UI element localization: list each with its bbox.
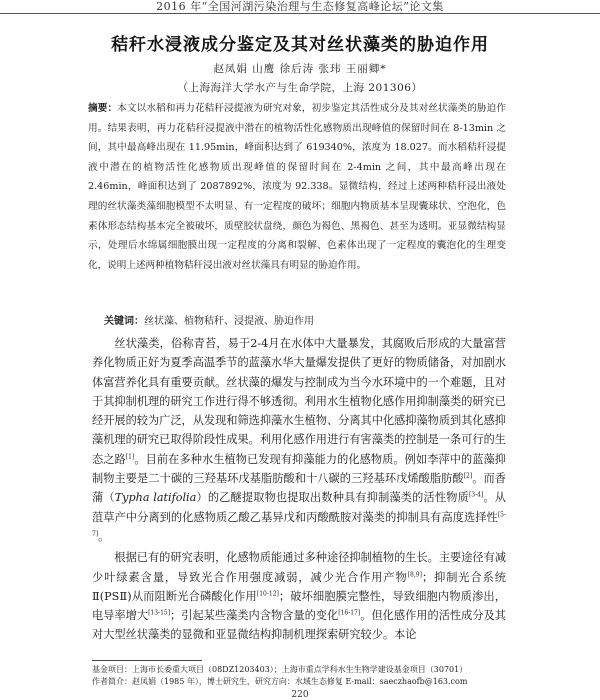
abstract-text: 本文以水稻和再力花秸秆浸提液为研究对象，初步鉴定其活性成分及其对丝状藻类的胁迫作用。结果表明，再力花秸秆浸提液中潜在的植物活性化感物质出现峰值的保留时间在 8-13min 之间，其中最高峰出现在 11.95min，峰面积达到了 619340%，浓度为 18.027。而水稻秸秆浸提液中潜在的植物活性化感物质出现峰值的保留时间在 2-4min 之间，其中最高峰出现在 2.46min，峰面积达到了 2087892%，浓度为 92.338。显微结构，经过上述两种秸秆浸出液处理的丝状藻类藻细胞模型不太明显、有一定程度的破坏；细胞内物质基本呈现囊球状、空泡化，色素体形态结构基本完全被破坏，质壁胶状盘绕，颜色为褐色、黑褐色、甚至为透明。亚显微结构显示，处理后水绵属细胞膜出现一定程度的分离和裂解、色素体出现了一定程度的囊泡化的生理变化，说明上述两种植物秸秆浸出液对丝状藻具有明显的胁迫作用。 [88,103,506,271]
author-list: 赵凤娟 山鹰 徐后涛 张玮 王丽卿* [213,63,387,75]
body-paragraph-2 [92,548,506,644]
body-paragraph-1 [92,334,506,546]
body-p1-s1: 丝状藻类，俗称青苔，易于2-4月在水体中大量暴发，其腐败后形成的大量富营养化物质正好为夏季高温季节的蓝藻水华大量爆发提供了更好的物质储备，对加剧水体富营养化具有重要贡献。丝状藻的爆发与控制成为当今水环境中的一个难题，且对于其抑制机理的研究工作进行得不够透彻。利用水生植物化感作用抑制藻类的研究已经开展的较为广泛，从发现和筛选抑藻水生植物、分离其中化感抑藻物质到其化感抑藻机理的研究已取得阶段性成果。利用化感作用进行有害藻类的控制是一条可行的生态之路 [92,337,506,466]
keywords-label: 关键词： [104,316,144,327]
footnote-author-bio: 作者简介：赵凤娟（1985 年），博士研究生，研究方向：水域生态修复 E-mail：saeczhaofb@163.com [92,676,468,686]
footnotes [92,664,512,687]
affiliation: （上海海洋大学水产与生命学院，上海 201306） [177,82,423,94]
body-p2-s2: ；抑制光合系统Ⅱ(PSⅡ)从而阻断光合磷酸化作用 [92,570,506,603]
abstract-label: 摘要： [88,103,118,114]
page-number: 220 [291,690,309,700]
citation: [1] [125,453,135,461]
footnote-divider [92,660,202,661]
paper-title: 秸秆水浸液成分鉴定及其对丝状藻类的胁迫作用 [111,35,489,55]
citation: [3-4] [468,491,484,499]
keywords [104,315,504,329]
species-name: Typha latifolia [114,491,197,505]
footnote-funding: 基金项目：上海市长委重大项目（08DZ1203403）；上海市重点学科水生生物学建设基金项目（30701） [92,665,468,674]
body-text [92,334,506,645]
body-p1-s6: 。 [98,529,110,543]
citation: [10-12] [256,590,279,598]
citation: [2] [463,472,473,480]
abstract [88,99,506,275]
body-p1-s5: 。从菹草产中分离到的化感物质乙酸乙基异戊和丙酸酰胺对藻类的抑制具有高度选择性 [92,491,506,524]
body-p2-s5: 。但化感作用的活性成分及其对大型丝状藻类的显微和亚显微结构抑制机理探索研究较少。本论 [92,609,506,642]
body-p1-s4: ）的乙醚提取物也提取出数种具有抑制藻类的活性物质 [196,491,469,505]
body-p2-s4: ；引起某些藻类内含物含量的变化 [170,609,339,623]
citation: [5-7] [92,510,506,538]
body-p1-s2: 。目前在多种水生植物已发现有抑藻能力的化感物质。例如李萍中的蓝藻抑制物主要是二十碳的三羟基环戊基脂肪酸和十八碳的三羟基环戊烯酸脂肪酸 [92,452,506,486]
body-p2-s1: 根据已有的研究表明，化感物质能通过多种途径抑制植物的生长。主要途径有减少叶绿素含量，导致光合作用强度减弱，减少光合作用产物 [92,551,506,584]
running-header: 2016 年“全国河湖污染治理与生态修复高峰论坛”论文集 [0,0,600,14]
citation: [8,9] [407,570,422,578]
body-p2-s3: ；破坏细胞膜完整性，导致细胞内物质渗出，电导率增大 [92,589,506,623]
citation: [13-15] [148,609,171,617]
citation: [16-17] [338,609,361,617]
keywords-text: 丝状藻、植物秸秆、浸提液、胁迫作用 [144,316,314,327]
body-p1-s3: 。而香蒲（ [92,472,506,505]
